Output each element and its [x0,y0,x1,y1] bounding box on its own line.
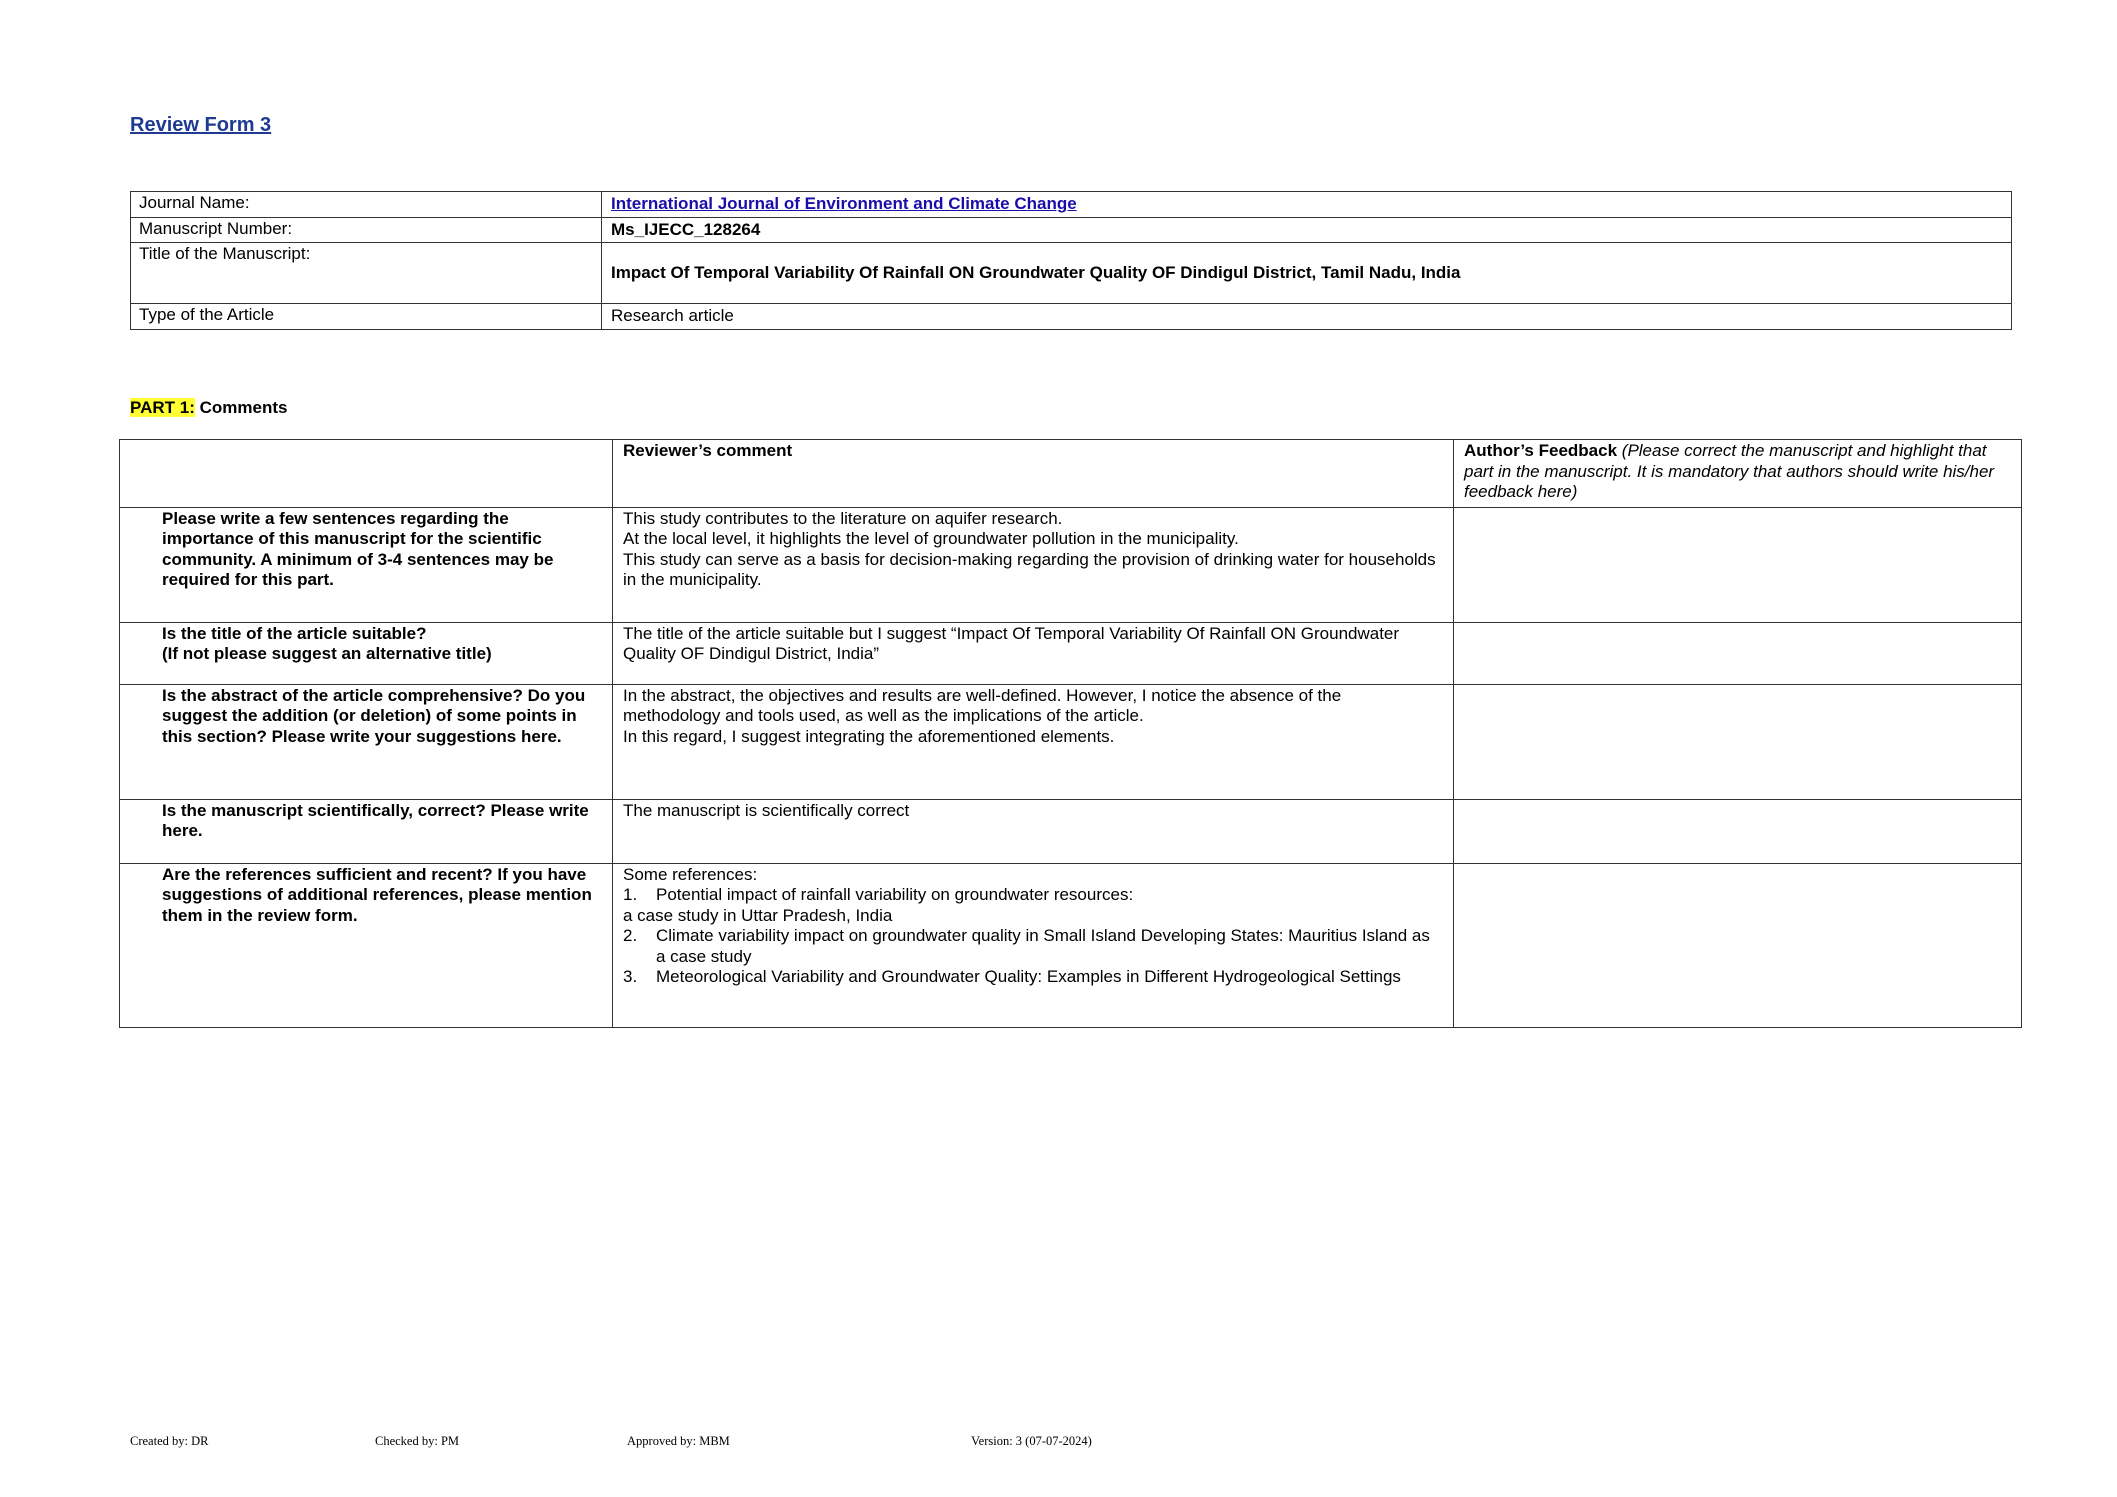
comments-table [119,439,2022,1028]
author-feedback-cell[interactable] [1454,507,2022,622]
references-intro: Some references: [623,864,758,884]
author-feedback-title: Author’s Feedback [1464,441,1618,460]
reference-number: 3. [623,967,638,986]
author-feedback-cell[interactable] [1454,622,2022,684]
reference-text: Climate variability impact on groundwater quality in Small Island Developing States: Mauritius Island as a case study [656,926,1430,966]
reference-text: Potential impact of rainfall variability on groundwater resources: [656,885,1134,904]
journal-link[interactable]: International Journal of Environment and Climate Change [611,194,1077,213]
manuscript-title-value: Impact Of Temporal Variability Of Rainfall ON Groundwater Quality OF Dindigul District, Tamil Nadu, India [602,243,2012,304]
article-type-value: Research article [602,304,2012,330]
reference-item [623,885,1443,906]
manuscript-number-label: Manuscript Number: [131,217,602,243]
form-title: Review Form 3 [130,114,272,136]
footer-approved-by: Approved by: MBM [627,1434,730,1448]
article-type-label: Type of the Article [131,304,602,330]
reference-text: Meteorological Variability and Groundwater Quality: Examples in Different Hydrogeological Settings [656,967,1401,986]
manuscript-number-row [131,217,2012,243]
reviewer-comment-header: Reviewer’s comment [613,440,1454,508]
part-1-heading [130,398,287,418]
manuscript-info-table [130,191,2012,330]
footer-version: Version: 3 (07-07-2024) [971,1434,1092,1448]
question-scientific: Is the manuscript scientifically, correct? Please write here. [120,799,613,863]
footer-checked-by: Checked by: PM [375,1434,460,1448]
journal-row [131,192,2012,218]
question-line: (If not please suggest an alternative title) [162,644,492,663]
table-row [120,684,2022,799]
reviewer-comment-title: The title of the article suitable but I suggest “Impact Of Temporal Variability Of Rainfall ON Groundwater Quality OF Dindigul District, India” [613,622,1454,684]
manuscript-title-label: Title of the Manuscript: [131,243,602,304]
part-1-label: PART 1: [130,398,195,417]
comment-line: This study contributes to the literature on aquifer research. [623,508,1063,528]
question-header-cell [120,440,613,508]
author-feedback-instructions: (Please correct the manuscript and highlight that part in the manuscript. It is mandatory that authors should write his/her feedback here) [1464,441,1995,501]
journal-label: Journal Name: [131,192,602,218]
table-row [120,622,2022,684]
manuscript-number-value: Ms_IJECC_128264 [602,217,2012,243]
comment-line: In the abstract, the objectives and results are well-defined. However, I notice the absence of the methodology and tools used, as well as the implications of the article. [623,685,1342,725]
question-title [120,622,613,684]
author-feedback-cell[interactable] [1454,863,2022,1027]
question-line: Is the title of the article suitable? [162,623,427,643]
question-abstract: Is the abstract of the article comprehensive? Do you suggest the addition (or deletion) of some points in this section? Please write your suggestions here. [120,684,613,799]
question-importance: Please write a few sentences regarding the importance of this manuscript for the scientific community. A minimum of 3-4 sentences may be required for this part. [120,507,613,622]
article-type-row [131,304,2012,330]
author-feedback-header [1454,440,2022,508]
reference-continuation: a case study in Uttar Pradesh, India [623,905,893,925]
question-references: Are the references sufficient and recent? If you have suggestions of additional references, please mention them in the review form. [120,863,613,1027]
comment-line: In this regard, I suggest integrating the aforementioned elements. [623,726,1115,746]
comments-header-row [120,440,2022,508]
author-feedback-cell[interactable] [1454,684,2022,799]
author-feedback-cell[interactable] [1454,799,2022,863]
reference-item [623,967,1443,988]
reference-number: 1. [623,885,638,904]
table-row [120,863,2022,1027]
comment-line: At the local level, it highlights the level of groundwater pollution in the municipality. [623,529,1239,548]
manuscript-title-row [131,243,2012,304]
table-row [120,799,2022,863]
footer-created-by: Created by: DR [130,1434,209,1448]
reference-number: 2. [623,926,638,945]
part-1-title: Comments [199,398,288,417]
reviewer-comment-abstract [613,684,1454,799]
reviewer-comment-scientific: The manuscript is scientifically correct [613,799,1454,863]
table-row [120,507,2022,622]
reviewer-comment-importance [613,507,1454,622]
reviewer-comment-references [613,863,1454,1027]
comment-line: This study can serve as a basis for decision-making regarding the provision of drinking water for households in the municipality. [623,549,1436,589]
reference-item [623,926,1443,967]
